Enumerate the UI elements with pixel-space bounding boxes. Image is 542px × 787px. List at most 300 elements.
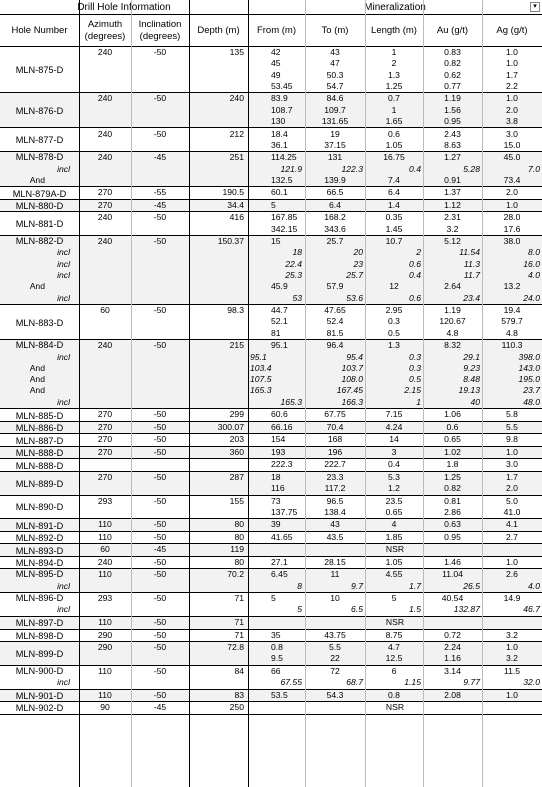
au-value: 8.63 xyxy=(444,139,461,150)
from-value: 114.25 xyxy=(271,152,297,163)
length-value: 1.85 xyxy=(385,531,403,542)
to-value: 28.15 xyxy=(324,556,346,567)
from-value: 0.8 xyxy=(271,642,283,652)
col-azimuth: Azimuth (degrees) xyxy=(79,15,131,47)
to-value: 47.65 xyxy=(324,305,346,316)
hole-number: MLN-879A-D xyxy=(12,188,67,199)
to-value: 138.4 xyxy=(324,506,346,517)
hole-block xyxy=(0,557,542,570)
au-value: 9.23 xyxy=(463,362,480,373)
length-value: 1.45 xyxy=(385,223,403,234)
azimuth-value: 270 xyxy=(97,421,113,432)
to-value: 95.4 xyxy=(346,351,363,362)
ag-value: 4.0 xyxy=(528,270,540,281)
hole-number: MLN-888-D xyxy=(15,460,64,471)
ag-value: 3.2 xyxy=(506,653,518,664)
to-value: 9.7 xyxy=(351,580,363,591)
au-value: 2.24 xyxy=(444,642,461,652)
depth-value: 240 xyxy=(229,93,244,104)
from-value: 27.1 xyxy=(271,556,288,567)
depth-value: 155 xyxy=(229,495,244,506)
azimuth-value: 110 xyxy=(98,665,112,676)
ag-value: 4.8 xyxy=(506,327,518,338)
ag-value: 38.0 xyxy=(503,236,521,247)
length-value: 2 xyxy=(416,247,421,258)
au-value: 0.95 xyxy=(444,531,461,542)
to-value: 84.6 xyxy=(326,93,344,104)
ag-value: 1.0 xyxy=(506,446,518,457)
au-value: 120.67 xyxy=(439,316,466,327)
hole-number: MLN-877-D xyxy=(15,135,64,146)
col-divider xyxy=(305,0,306,787)
depth-value: 119 xyxy=(230,544,244,555)
ag-value: 32.0 xyxy=(523,677,540,688)
to-value: 53.6 xyxy=(346,292,363,303)
length-value: 5.3 xyxy=(388,471,400,482)
to-value: 117.2 xyxy=(324,483,346,494)
ag-value: 1.7 xyxy=(506,471,518,482)
azimuth-value: 270 xyxy=(97,446,113,457)
au-value: 0.6 xyxy=(446,421,459,432)
ag-value: 17.6 xyxy=(503,223,521,234)
inclination-value: -50 xyxy=(153,471,167,482)
inclination-value xyxy=(131,459,189,470)
hole-block xyxy=(0,472,542,496)
azimuth-value: 240 xyxy=(97,93,113,104)
length-value: 2 xyxy=(391,58,397,69)
ag-value: 398.0 xyxy=(518,351,540,362)
inclination-value: -50 xyxy=(153,128,167,139)
hole-block xyxy=(0,532,542,545)
ag-value: 1.0 xyxy=(506,556,518,567)
au-value: 11.3 xyxy=(463,258,480,269)
hole-block xyxy=(0,200,542,213)
from-value: 66.16 xyxy=(271,421,293,432)
ag-value: 5.5 xyxy=(506,421,518,432)
hole-block xyxy=(0,422,542,435)
ag-value: 11.5 xyxy=(503,665,521,676)
row-label: And xyxy=(29,385,45,396)
inclination-value: -50 xyxy=(153,593,167,604)
from-value: 83.9 xyxy=(271,93,288,104)
ag-value: 1.0 xyxy=(506,47,518,57)
nsr-value: NSR xyxy=(385,617,405,627)
from-value: 18 xyxy=(292,247,302,258)
azimuth-value: 270 xyxy=(97,471,113,482)
hole-block xyxy=(0,305,542,340)
hole-number: MLN-898-D xyxy=(15,630,64,641)
au-value: 8.48 xyxy=(463,374,480,385)
depth-value: 287 xyxy=(229,471,244,482)
au-value: 0.95 xyxy=(444,115,461,126)
length-value: 1.7 xyxy=(409,580,421,591)
length-value: 1.5 xyxy=(409,604,421,615)
hole-block xyxy=(0,434,542,447)
from-value: 165.3 xyxy=(280,396,302,407)
col-length: Length (m) xyxy=(365,15,423,47)
depth-value: 190.5 xyxy=(222,187,244,198)
azimuth-value: 60 xyxy=(100,305,110,316)
to-value: 70.4 xyxy=(326,421,344,432)
to-value: 43 xyxy=(330,47,340,57)
length-value: 1.25 xyxy=(385,80,403,91)
from-value: 121.9 xyxy=(280,163,302,174)
to-value: 68.7 xyxy=(346,677,363,688)
au-value: 26.5 xyxy=(463,580,480,591)
ag-value: 48.0 xyxy=(523,396,540,407)
au-value: 2.08 xyxy=(444,689,461,700)
inclination-value: -45 xyxy=(153,702,167,713)
to-value: 20 xyxy=(353,247,363,258)
length-value: 2.15 xyxy=(404,385,421,396)
to-value: 37.15 xyxy=(324,139,346,150)
hole-block xyxy=(0,630,542,643)
depth-value: 135 xyxy=(229,47,244,57)
nsr-value: NSR xyxy=(385,702,405,713)
col-divider xyxy=(423,0,424,787)
col-au: Au (g/t) xyxy=(423,15,482,47)
nsr-value: NSR xyxy=(385,544,405,555)
to-value: 23.3 xyxy=(326,471,344,482)
hole-block xyxy=(0,447,542,460)
hole-number: MLN-894-D xyxy=(15,558,64,569)
from-value: 67.55 xyxy=(280,677,302,688)
hole-block xyxy=(0,187,542,200)
to-value: 168.2 xyxy=(324,212,346,223)
inclination-value: -50 xyxy=(153,434,167,445)
hole-number: MLN-899-D xyxy=(15,648,64,659)
inclination-value: -50 xyxy=(153,340,167,351)
to-value: 6.4 xyxy=(329,199,341,210)
to-value: 52.4 xyxy=(326,316,344,327)
ag-value: 13.2 xyxy=(503,281,521,292)
hole-block xyxy=(0,569,542,593)
inclination-value: -50 xyxy=(153,47,167,57)
depth-value: 98.3 xyxy=(227,305,244,316)
to-value: 25.7 xyxy=(346,270,363,281)
inclination-value: -50 xyxy=(153,305,167,316)
length-value: 6 xyxy=(391,665,397,676)
hole-block xyxy=(0,93,542,128)
from-value: 53 xyxy=(292,292,302,303)
length-value: 1 xyxy=(416,396,421,407)
row-label: incl xyxy=(57,677,70,688)
ag-value: 2.6 xyxy=(506,569,518,580)
from-value: 137.75 xyxy=(271,506,298,517)
au-value: 2.86 xyxy=(444,506,461,517)
hole-number: MLN-887-D xyxy=(15,435,64,446)
depth-value: 215 xyxy=(229,340,244,351)
from-value: 25.3 xyxy=(285,270,302,281)
ag-value: 110.3 xyxy=(501,340,523,351)
inclination-value: -50 xyxy=(153,495,167,506)
from-value: 5 xyxy=(297,604,302,615)
hole-block xyxy=(0,642,542,666)
au-value: 0.81 xyxy=(444,495,461,506)
au-value: 0.91 xyxy=(444,174,461,185)
from-value: 154 xyxy=(271,434,286,445)
from-value: 5 xyxy=(271,199,276,210)
from-value: 66 xyxy=(271,665,281,676)
au-value: 132.87 xyxy=(453,604,480,615)
from-value: 45 xyxy=(271,58,281,69)
ag-value: 73.4 xyxy=(503,174,521,185)
col-divider xyxy=(248,0,249,787)
azimuth-value: 240 xyxy=(97,236,113,247)
azimuth-value: 240 xyxy=(97,128,113,139)
azimuth-value: 293 xyxy=(97,593,113,604)
hole-number: MLN-890-D xyxy=(15,502,64,513)
length-value: 8.75 xyxy=(385,629,403,640)
to-value: 25.7 xyxy=(326,236,344,247)
azimuth-value: 290 xyxy=(97,642,113,652)
from-value: 116 xyxy=(271,483,285,494)
from-value: 60.6 xyxy=(271,409,288,420)
au-value: 1.02 xyxy=(444,446,461,457)
au-value: 1.8 xyxy=(446,459,459,470)
length-value: 4.24 xyxy=(385,421,403,432)
au-value: 1.46 xyxy=(444,556,461,567)
azimuth-value: 270 xyxy=(97,187,113,198)
hole-number: MLN-896-D xyxy=(15,593,64,604)
inclination-value: -50 xyxy=(153,446,167,457)
inclination-value: -45 xyxy=(153,199,167,210)
ag-value: 195.0 xyxy=(518,374,540,385)
length-value: 0.3 xyxy=(409,362,421,373)
hole-block xyxy=(0,212,542,236)
ag-value: 9.8 xyxy=(506,434,518,445)
hole-number: MLN-897-D xyxy=(15,618,64,629)
hole-block xyxy=(0,690,542,703)
azimuth-value: 290 xyxy=(97,629,113,640)
azimuth-value: 293 xyxy=(97,495,113,506)
inclination-value: -50 xyxy=(153,519,167,530)
au-value: 0.62 xyxy=(444,69,461,80)
length-value: 1.3 xyxy=(388,69,400,80)
to-value: 23 xyxy=(353,258,363,269)
au-value: 0.72 xyxy=(444,629,461,640)
length-value: 16.75 xyxy=(383,152,405,163)
row-label: incl xyxy=(57,258,70,269)
from-value: 42 xyxy=(271,47,281,57)
row-label: incl xyxy=(57,292,70,303)
ag-value: 41.0 xyxy=(503,506,521,517)
length-value: 23.5 xyxy=(385,495,403,506)
au-value: 1.19 xyxy=(444,305,461,316)
au-value: 2.43 xyxy=(444,128,461,139)
to-value: 43 xyxy=(330,519,340,530)
to-value: 43.75 xyxy=(324,629,346,640)
ag-value: 8.0 xyxy=(528,247,540,258)
ag-value: 2.7 xyxy=(506,531,518,542)
ag-value: 28.0 xyxy=(503,212,521,223)
depth-value: 212 xyxy=(229,128,244,139)
to-value: 50.3 xyxy=(326,69,344,80)
depth-value: 299 xyxy=(229,409,244,420)
to-value: 131 xyxy=(327,152,343,163)
au-value: 29.1 xyxy=(463,351,480,362)
from-value: 36.1 xyxy=(271,139,288,150)
length-value: 0.5 xyxy=(409,374,421,385)
to-value: 54.3 xyxy=(326,689,344,700)
from-value: 132.5 xyxy=(271,174,293,185)
from-value: 22.4 xyxy=(285,258,302,269)
inclination-value: -45 xyxy=(153,152,167,163)
length-value: 4 xyxy=(391,519,397,530)
dropdown-arrow-icon[interactable]: ▾ xyxy=(530,2,540,12)
to-value: 67.75 xyxy=(324,409,346,420)
length-value: 0.3 xyxy=(409,351,421,362)
length-value: 4.55 xyxy=(385,569,403,580)
from-value: 52.1 xyxy=(271,316,288,327)
hole-number: MLN-886-D xyxy=(15,423,64,434)
au-value: 4.8 xyxy=(446,327,459,338)
au-value: 1.25 xyxy=(444,471,461,482)
depth-value: 300.07 xyxy=(217,421,244,432)
inclination-value: -50 xyxy=(153,409,167,420)
ag-value: 579.7 xyxy=(501,316,523,327)
hole-number: MLN-889-D xyxy=(15,478,64,489)
length-value: 0.6 xyxy=(409,258,421,269)
to-value: 122.3 xyxy=(341,163,363,174)
hole-block xyxy=(0,459,542,472)
from-value: 103.4 xyxy=(250,362,272,373)
to-value: 66.5 xyxy=(326,187,344,198)
au-value: 0.77 xyxy=(444,80,461,91)
to-value: 81.5 xyxy=(326,327,344,338)
hole-block xyxy=(0,593,542,617)
inclination-value: -50 xyxy=(153,236,167,247)
au-value: 23.4 xyxy=(463,292,480,303)
au-value: 9.77 xyxy=(463,677,480,688)
from-value: 193 xyxy=(271,446,286,457)
ag-value: 5.0 xyxy=(506,495,518,506)
hole-number: MLN-883-D xyxy=(15,317,64,328)
row-label: And xyxy=(29,362,45,373)
length-value: 1.4 xyxy=(388,199,400,210)
ag-value: 1.0 xyxy=(506,642,518,652)
to-value: 96.4 xyxy=(326,340,344,351)
ag-value: 24.0 xyxy=(523,292,540,303)
length-value: 1.05 xyxy=(385,139,403,150)
length-value: 1.05 xyxy=(385,556,403,567)
row-label: incl xyxy=(57,604,70,615)
hole-block xyxy=(0,544,542,557)
hole-number: MLN-895-D xyxy=(15,569,64,580)
au-value: 11.7 xyxy=(463,270,480,281)
length-value: 0.4 xyxy=(409,163,421,174)
ag-value: 3.2 xyxy=(506,629,518,640)
hole-number: MLN-880-D xyxy=(15,201,64,212)
inclination-value: -50 xyxy=(153,617,167,627)
inclination-value: -50 xyxy=(153,531,167,542)
mineralization-header xyxy=(248,0,542,15)
col-divider xyxy=(189,0,190,787)
hole-number: MLN-901-D xyxy=(15,690,64,701)
au-value: 11.54 xyxy=(459,247,480,258)
depth-value: 83 xyxy=(234,689,244,700)
length-value: 14 xyxy=(389,434,399,445)
row-label: incl xyxy=(57,580,70,591)
ag-value: 7.0 xyxy=(528,163,540,174)
row-label: And xyxy=(29,374,45,385)
au-value: 0.82 xyxy=(444,58,461,69)
length-value: 1.2 xyxy=(388,483,400,494)
to-value: 22 xyxy=(330,653,340,664)
hole-block xyxy=(0,617,542,630)
row-label: incl xyxy=(57,351,70,362)
to-value: 43.5 xyxy=(326,531,344,542)
au-value: 0.63 xyxy=(444,519,461,530)
au-value: 1.19 xyxy=(444,93,461,104)
length-value: 1 xyxy=(391,104,397,115)
to-value: 10 xyxy=(330,593,340,604)
to-value: 166.3 xyxy=(341,396,363,407)
depth-value: 72.8 xyxy=(227,642,244,652)
ag-value: 46.7 xyxy=(523,604,540,615)
inclination-value: -50 xyxy=(153,642,167,652)
col-divider xyxy=(79,0,80,787)
length-value: 0.5 xyxy=(388,327,400,338)
length-value: 7.4 xyxy=(388,174,400,185)
row-label: incl xyxy=(57,270,70,281)
azimuth-value: 110 xyxy=(98,617,112,627)
length-value: 1.65 xyxy=(385,115,403,126)
ag-value: 1.0 xyxy=(506,689,518,700)
hole-number: MLN-884-D xyxy=(15,340,64,351)
inclination-value: -45 xyxy=(153,544,167,555)
depth-value: 250 xyxy=(229,702,244,713)
length-value: 0.4 xyxy=(409,270,421,281)
depth-value: 34.4 xyxy=(227,199,244,210)
depth-value: 71 xyxy=(234,593,244,604)
hole-number: MLN-891-D xyxy=(15,520,64,531)
ag-value: 16.0 xyxy=(523,258,540,269)
hole-block xyxy=(0,47,542,93)
azimuth-value xyxy=(79,459,131,470)
hole-number: MLN-893-D xyxy=(15,545,64,556)
azimuth-value: 270 xyxy=(97,409,113,420)
ag-value: 2.2 xyxy=(506,80,518,91)
depth-value: 70.2 xyxy=(227,569,244,580)
au-value: 1.16 xyxy=(444,653,461,664)
length-value: 0.4 xyxy=(388,459,400,470)
hole-block xyxy=(0,409,542,422)
length-value: 2.95 xyxy=(385,305,403,316)
ag-value: 14.9 xyxy=(503,593,521,604)
hole-number: MLN-885-D xyxy=(15,410,64,421)
inclination-value: -50 xyxy=(153,421,167,432)
au-value: 19.13 xyxy=(458,385,480,396)
au-value: 0.83 xyxy=(444,47,461,57)
to-value: 72 xyxy=(330,665,340,676)
from-value: 108.7 xyxy=(271,104,293,115)
ag-value: 19.4 xyxy=(503,305,521,316)
azimuth-value: 110 xyxy=(98,519,112,530)
depth-value xyxy=(189,459,244,470)
hole-block xyxy=(0,340,542,409)
hole-number: MLN-876-D xyxy=(15,105,64,116)
length-value: 0.7 xyxy=(388,93,400,104)
azimuth-value: 240 xyxy=(97,47,113,57)
azimuth-value: 90 xyxy=(100,702,110,713)
ag-value: 1.0 xyxy=(506,93,518,104)
depth-value: 84 xyxy=(234,665,244,676)
to-value: 47 xyxy=(330,58,340,69)
from-value: 18.4 xyxy=(271,128,288,139)
to-value: 196 xyxy=(327,446,343,457)
hole-block xyxy=(0,702,542,715)
